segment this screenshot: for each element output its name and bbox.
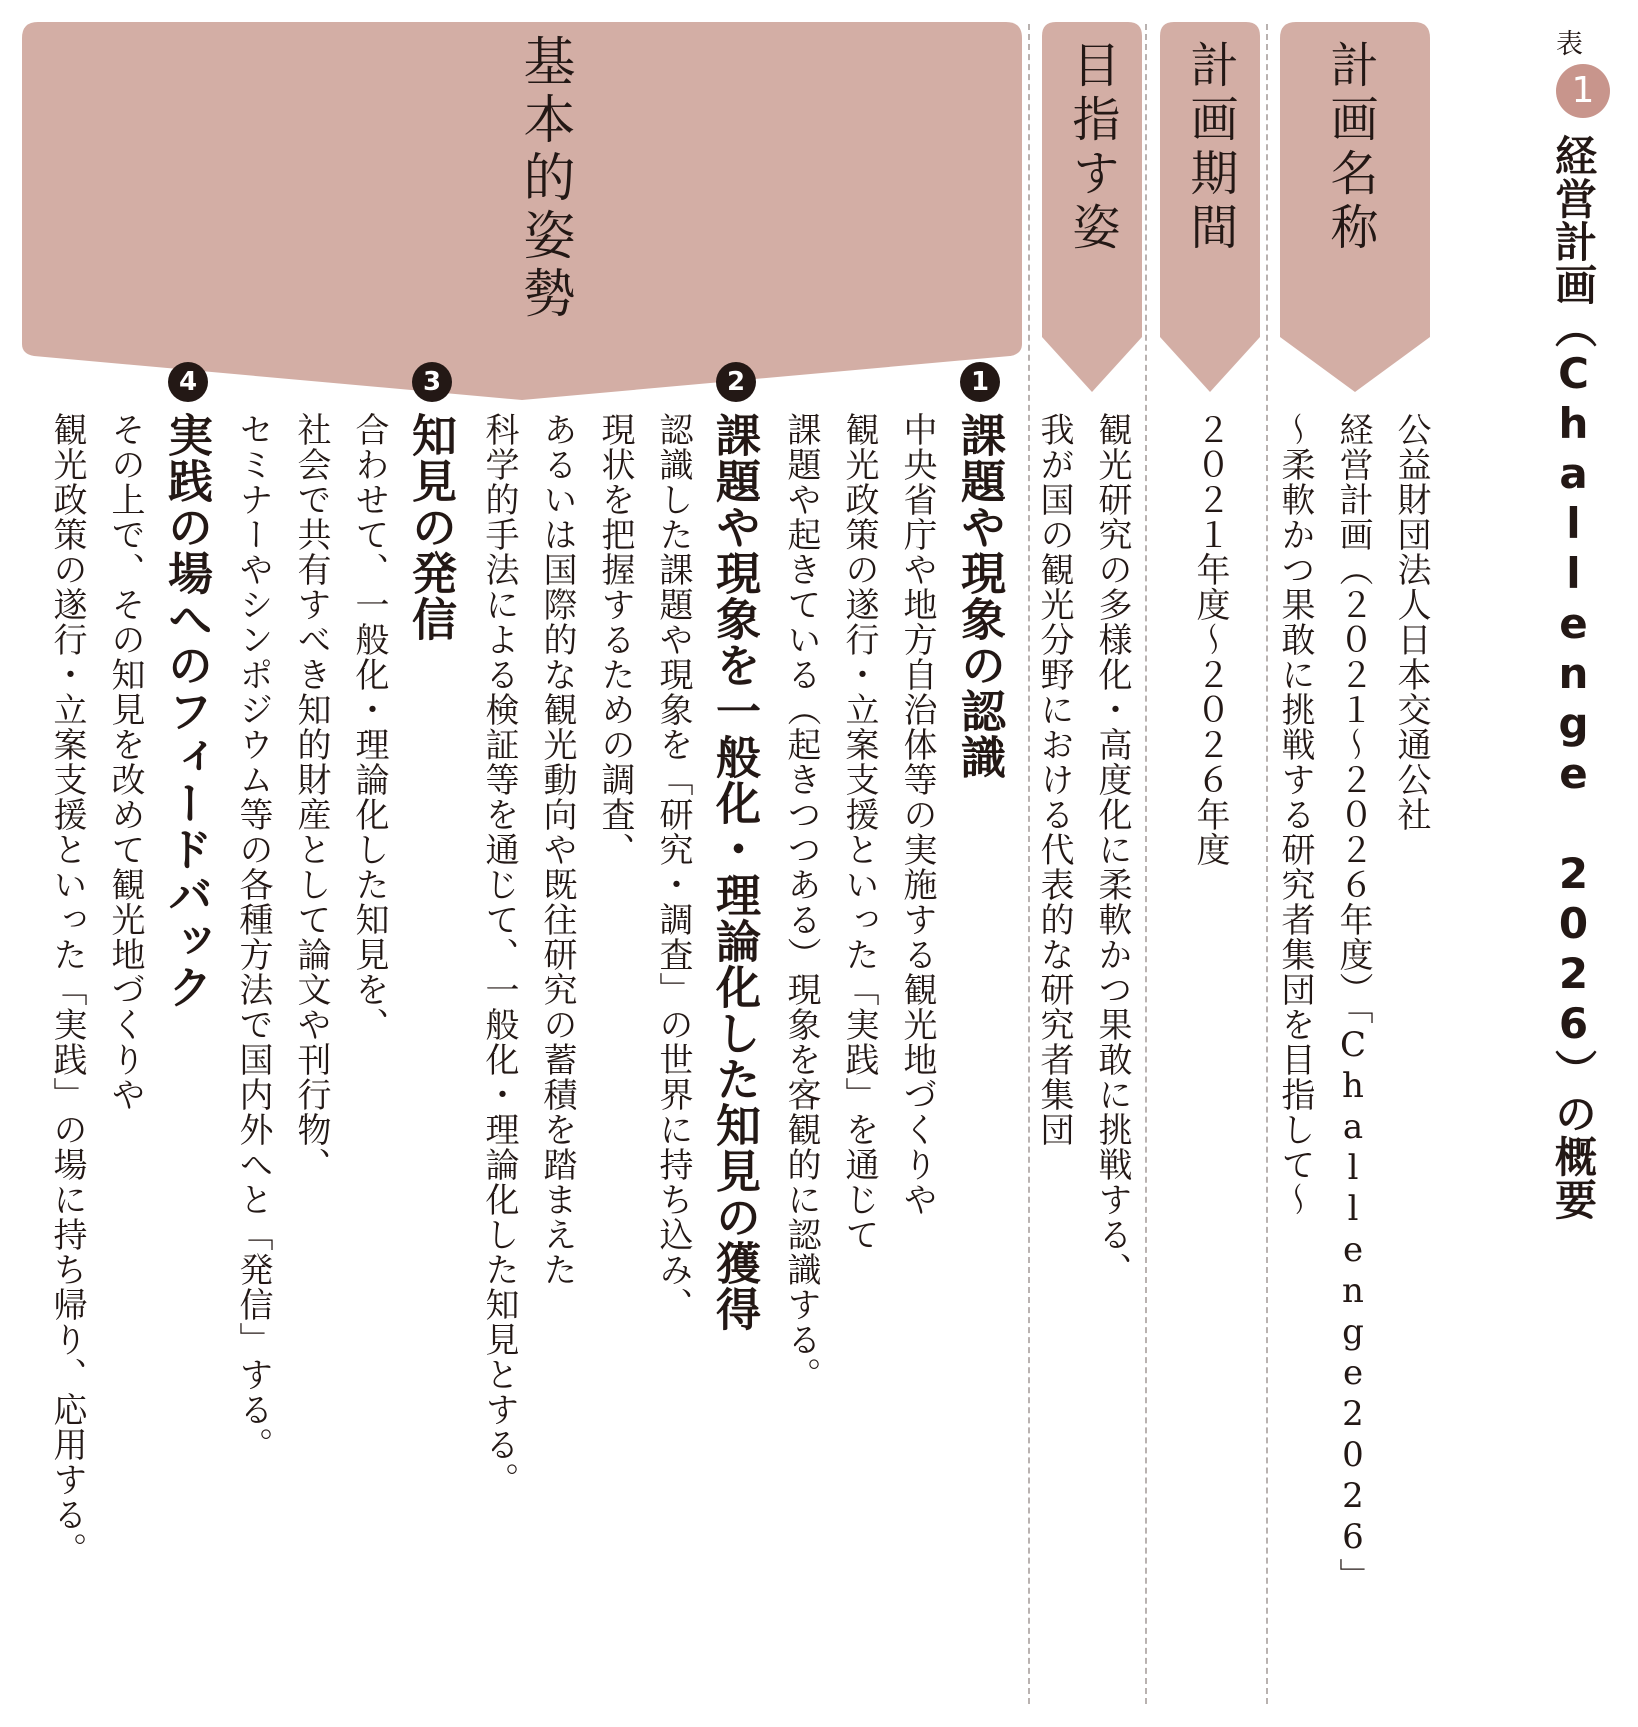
column-divider [1145, 24, 1147, 1704]
item-line: 観光政策の遂行・立案支援といった「実践」を通じて [839, 412, 879, 1252]
table-number-badge: 1 [1556, 64, 1610, 118]
table-kind-label: 表 [1556, 29, 1583, 60]
document-title: 経営計画（Challenge 2026）の概要 [1549, 134, 1598, 1221]
item-heading: 実践の場へのフィードバック [160, 412, 213, 1010]
item-number-badge: 4 [168, 362, 208, 402]
item-line: 観光政策の遂行・立案支援といった「実践」の場に持ち帰り、応用する。 [47, 412, 87, 1567]
plan-period-label: 計画期間 [1182, 40, 1238, 256]
item-line: その上で、その知見を改めて観光地づくりや [105, 412, 145, 1112]
item-line: 合わせて、一般化・理論化した知見を、 [349, 412, 389, 1042]
item-number-badge: 2 [716, 362, 756, 402]
item-line: 現状を把握するための調査、 [595, 412, 635, 867]
item-number-badge: 1 [960, 362, 1000, 402]
plan-name-line: 経営計画（２０２１～２０２６年度）「Challenge2026」 [1333, 412, 1373, 1593]
item-line: セミナーやシンポジウム等の各種方法で国内外へと「発信」する。 [233, 412, 273, 1462]
column-divider [1028, 24, 1030, 1704]
plan-name-label: 計画名称 [1322, 40, 1378, 256]
basic-stance-label: 基本的姿勢 [514, 34, 574, 324]
item-line: 認識した課題や現象を「研究・調査」の世界に持ち込み、 [653, 412, 693, 1322]
item-line: あるいは国際的な観光動向や既往研究の蓄積を踏まえた [537, 412, 577, 1287]
item-heading: 課題や現象を一般化・理論化した知見の獲得 [708, 412, 761, 1332]
item-number-badge: 3 [412, 362, 452, 402]
vision-label: 目指す姿 [1064, 40, 1120, 256]
vision-line: 観光研究の多様化・高度化に柔軟かつ果敢に挑戦する、 [1092, 412, 1132, 1287]
item-line: 社会で共有すべき知的財産として論文や刊行物、 [291, 412, 331, 1182]
item-line: 課題や起きている（起きつつある）現象を客観的に認識する。 [781, 412, 821, 1392]
item-heading: 知見の発信 [404, 412, 457, 642]
plan-name-line: ～柔軟かつ果敢に挑戦する研究者集団を目指して～ [1275, 412, 1315, 1217]
item-line: 中央省庁や地方自治体等の実施する観光地づくりや [897, 412, 937, 1217]
plan-name-line: 公益財団法人日本交通公社 [1391, 412, 1431, 832]
item-line: 科学的手法による検証等を通じて、一般化・理論化した知見とする。 [479, 412, 519, 1497]
column-divider [1266, 24, 1268, 1704]
vision-line: 我が国の観光分野における代表的な研究者集団 [1034, 412, 1074, 1147]
plan-period-line: ２０２１年度～２０２６年度 [1190, 412, 1230, 867]
item-heading: 課題や現象の認識 [953, 412, 1006, 780]
